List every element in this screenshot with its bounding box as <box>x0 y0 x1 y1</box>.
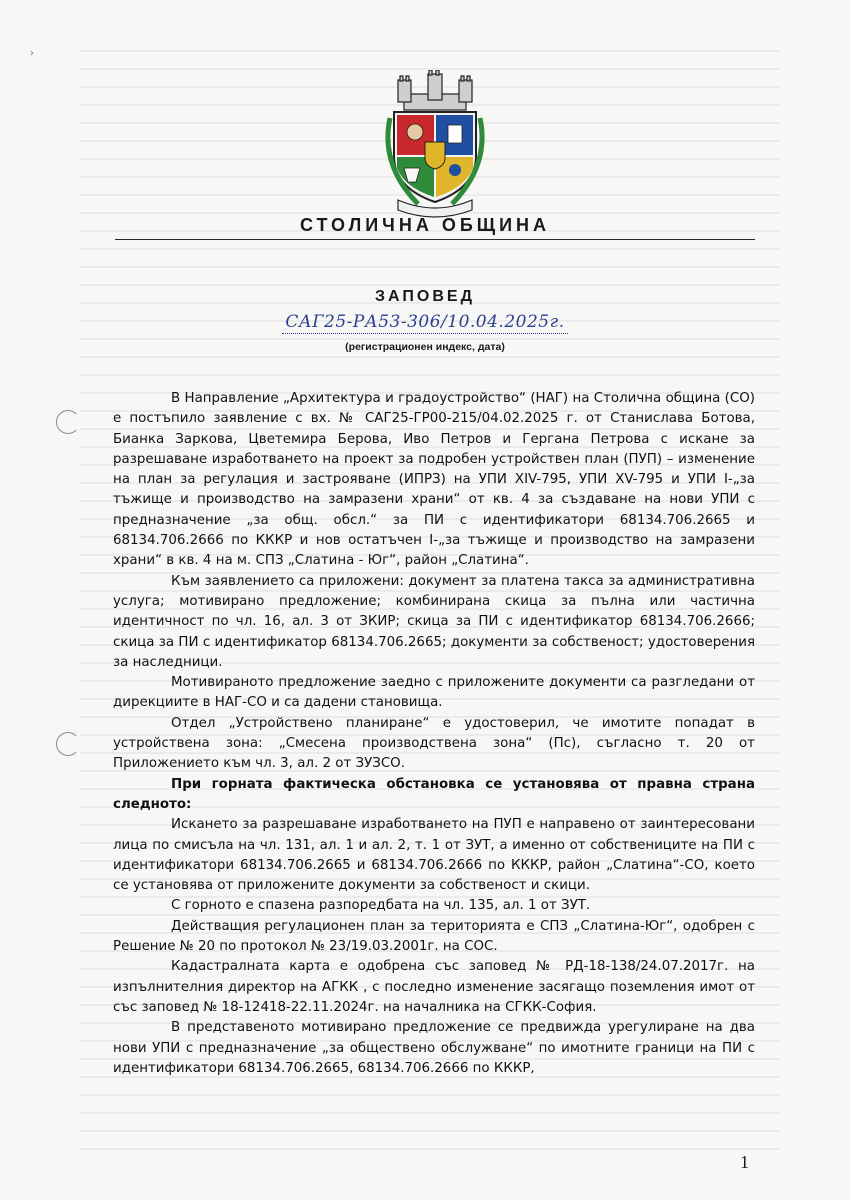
registration-dotted-line <box>282 333 568 334</box>
margin-mark: › <box>30 48 34 59</box>
body-paragraph: Отдел „Устройствено планиране“ е удостоверил, че имотите попадат в устройствена зона: „Смесена производствена зона“ (Пс), съгласно т. 20 от Приложението към чл. 3, ал. 2 от ЗУЗСО. <box>113 715 755 772</box>
body-paragraph: С горното е спазена разпоредбата на чл. 135, ал. 1 от ЗУТ. <box>171 898 591 914</box>
organization-name: СТОЛИЧНА ОБЩИНА <box>299 215 551 235</box>
body-paragraph: Действащия регулационен план за територията е СПЗ „Слатина-Юг“, одобрен с Решение № 20 по протокол № 23/19.03.2001г. на СОС. <box>113 918 755 955</box>
body-paragraph: Искането за разрешаване изработването на ПУП е направено от заинтересовани лица по смисъла на чл. 131, ал. 1 и ал. 2, т. 1 от ЗУТ, а именно от собствениците на ПИ с идентификатори 68134.706.2665 и 68134.706.2666 по КККР, район „Слатина“-СО, което се установява от приложените документи за собственост и скици. <box>113 817 755 894</box>
sofia-coat-of-arms-icon <box>380 70 490 218</box>
body-paragraph: Кадастралната карта е одобрена със заповед № РД-18-138/24.07.2017г. на изпълнителния директор на АГКК , с последно изменение засягащо поземления имот от със заповед № 18-12418-22.11.2024г. на началника на СГКК-София. <box>113 959 755 1015</box>
document-body <box>113 389 755 1079</box>
body-paragraph: Мотивираното предложение заедно с приложените документи са разгледани от дирекциите в НАГ-СО и са дадени становища. <box>113 675 755 711</box>
header-divider <box>115 239 755 240</box>
body-paragraph: В представеното мотивирано предложение се предвижда урегулиране на два нови УПИ с предназначение „за обществено обслужване“ по имотните граници на ПИ с идентификатори 68134.706.2665, 68134.706.2666 по КККР, <box>113 1020 755 1076</box>
punch-hole-mark <box>56 410 80 434</box>
registration-label: (регистрационен индекс, дата) <box>345 341 505 353</box>
body-paragraph: Към заявлението са приложени: документ за платена такса за административна услуга; мотивирано предложение; комбинирана скица за пълна или частична идентичност по чл. 16, ал. 3 от ЗКИР; скица за ПИ с идентификатор 68134.706.2666; скица за ПИ с идентификатор 68134.706.2665; документи за собственост; удостоверения за наследници. <box>113 573 755 670</box>
page-number: 1 <box>740 1152 749 1172</box>
body-paragraph: При горната фактическа обстановка се установява от правна страна следното: <box>113 776 755 812</box>
body-paragraph: В Направление „Архитектура и градоустройство“ (НАГ) на Столична община (СО) е постъпило заявление с вх. № САГ25-ГР00-215/04.02.2025 г. от Станислава Ботова, Бианка Заркова, Цветемира Берова, Иво Петров и Гергана Петрова с искане за разрешаване изработването на проект за подробен устройствен план (ПУП) – изменение на план за регулация и застрояване (ИПРЗ) на УПИ XIV-795, УПИ XV-795 и УПИ I-„за тъжище и производство на замразени храни“ от кв. 4 за създаване на нови УПИ с предназначение „за общ. обсл.“ за ПИ с идентификатори 68134.706.2665 и 68134.706.2666 по КККР и нов остатъчен I-„за тъжище и производство на замразени храни“ в кв. 4 на м. СПЗ „Слатина - Юг“, район „Слатина“. <box>113 391 755 569</box>
document-title: ЗАПОВЕД <box>375 288 475 305</box>
registration-handwritten: САГ25-РА53-306/10.04.2025г. <box>285 312 565 332</box>
punch-hole-mark <box>56 732 80 756</box>
